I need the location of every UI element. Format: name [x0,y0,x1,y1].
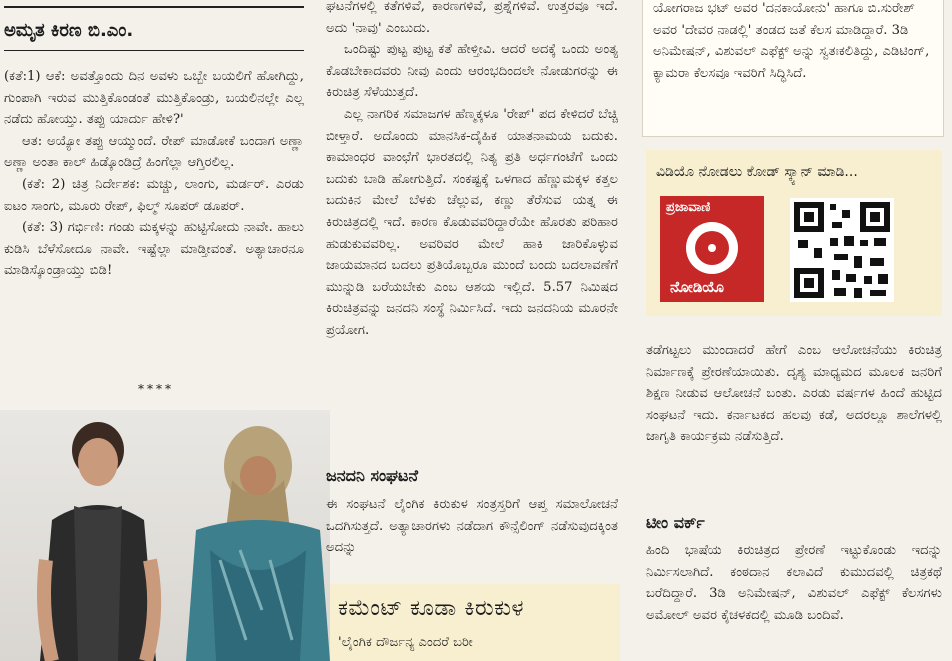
prajavani-logo [660,196,764,302]
story-2-paragraph: (ಕತೆ: 2) ಚಿತ್ರ ನಿರ್ದೇಶಕ: ಮಚ್ಚು, ಲಾಂಗು, ಮರ್ಡರ್. ಎರಡು ಐಟಂ ಸಾಂಗು, ಮೂರು ರೇಪ್, ಫಿಲ್ಮ್ ಸೂಪರ್ ಡೂಪರ್. [4,176,304,214]
right-paragraph-1: ತಡೆಗಟ್ಟಲು ಮುಂದಾದರೆ ಹೇಗೆ ಎಂಬ ಆಲೋಚನೆಯು ಕಿರುಚಿತ್ರ ನಿರ್ಮಾಣಕ್ಕೆ ಪ್ರೇರಣೆಯಾಯಿತು. ದೃಶ್ಯ ಮಾಧ್ಯಮದ ಮೂಲಕ ಜನರಿಗೆ ಶಿಕ್ಷಣ ನೀಡುವ ಆಲೋಚನೆ ಬಂತು. ಎರಡು ವರ್ಷಗಳ ಹಿಂದೆ ಹುಟ್ಟಿದ ಸಂಘಟನೆ ಇದು. ಕರ್ನಾಟಕದ ಹಲವು ಕಡೆ, ಅದರಲ್ಲೂ ಶಾಲೆಗಳಲ್ಲಿ ಜಾಗೃತಿ ಕಾರ್ಯಕ್ರಮ ನಡೆಸುತ್ತಿದೆ. [646,343,942,445]
qr-code[interactable] [790,198,894,302]
credits-box [642,0,944,137]
byline-rule [4,50,304,51]
left-text [4,66,304,282]
credits-text: ಯೋಗರಾಜ ಭಟ್ ಅವರ 'ದನಕಾಯೋನು' ಹಾಗೂ ಬಿ.ಸುರೇಶ್ ಅವರ 'ದೇವರ ನಾಡಲ್ಲಿ' ತಂಡದ ಜತೆ ಕೆಲಸ ಮಾಡಿದ್ದಾರೆ. 3ಡಿ ಅನಿಮೇಷನ್, ವಿಶುವಲ್ ಎಫೆಕ್ಟ್ ಅನ್ನು ಸ್ವತಃಕಲಿತಿದ್ದು, ಎಡಿಟಿಂಗ್, ಕ್ಯಾಮರಾ ಕೆಲಸವೂ ಇವರಿಗೆ ಸಿದ್ಧಿಸಿದೆ. [653,1,930,81]
teamwork-paragraph: ಹಿಂದಿ ಭಾಷೆಯ ಕಿರುಚಿತ್ರದ ಪ್ರೇರಣೆ ಇಟ್ಟುಕೊಂಡು ಇದನ್ನು ನಿರ್ಮಿಸಲಾಗಿದೆ. ಕಂಠದಾನ ಕಲಾವಿದೆ ಕುಮುದವಲ್ಲಿ ಚಿತ್ರಕಥೆ ಬರೆದಿದ್ದಾರೆ. 3ಡಿ ಅನಿಮೇಷನ್, ವಿಶುವಲ್ ಎಫೆಕ್ಟ್ ಕೆಲಸಗಳು ಅಮೋಲ್ ಅವರ ಕೈಚಳಕದಲ್ಲಿ ಮೂಡಿ ಬಂದಿವೆ. [646,543,942,623]
right-text [646,340,942,448]
section-heading-teamwork: ಟೀಂ ವರ್ಕ್ [646,513,705,532]
callout-title: ಕಮೆಂಟ್ ಕೂಡಾ ಕಿರುಕುಳ [338,596,524,621]
video-promo-box [646,150,942,316]
byline: ಅಮೃತ ಕಿರಣ ಬಿ.ಎಂ. [4,20,134,41]
actors-photo [0,410,330,661]
story-1-paragraph: (ಕತೆ:1) ಆಕೆ: ಅವತ್ತೊಂದು ದಿನ ಅವಳು ಒಬ್ಬೇ ಬಯಲಿಗೆ ಹೋಗಿದ್ದು, ಗುಂಪಾಗಿ ಇರುವ ಮುತ್ತಿಕೊಂಡಂತೆ ಮುತ್ತಿಕೊಂಡ್ರು, ಬಯಲಿನಲ್ಲೇ ಎಲ್ಲ ನಡೆದು ಹೋಯ್ತು. ತಪ್ಪು ಯಾರ್ದು ಹೇಳಿ?' [4,69,304,128]
middle-text [326,0,618,342]
right-column [632,0,952,661]
story-1-reply-paragraph: ಆತ: ಅಯ್ಯೋ ತಪ್ಪು ಆಯ್ಮುಂದೆ. ರೇಪ್ ಮಾಡೋಕೆ ಬಂದಾಗ ಅಣ್ಣಾ ಅಣ್ಣಾ ಅಂತಾ ಕಾಲ್ ಹಿಡ್ಕೊಂಡಿದ್ರೆ ಹಿಂಗೆಲ್ಲಾ ಆಗ್ತಿರಲಿಲ್ಲ. [4,133,304,171]
top-rule [4,6,304,8]
story-intro-paragraph: ಒಂದಿಷ್ಟು ಪುಟ್ಟ ಪುಟ್ಟ ಕತೆ ಹೇಳ್ತೀವಿ. ಆದರೆ ಅದಕ್ಕೆ ಒಂದು ಅಂತ್ಯ ಕೊಡಬೇಕಾದವರು ನೀವು ಎಂದು ಆರಂಭದಿಂದಲೇ ನೋಡುಗರನ್ನು ಈ ಕಿರುಚಿತ್ರ ಸೆಳೆಯುತ್ತದೆ. [326,42,618,101]
actors-illustration [0,410,330,661]
janadani-text [326,494,618,559]
logo-top-text: ಪ್ರಜಾವಾಣಿ [666,200,711,215]
janadani-paragraph: ಈ ಸಂಘಟನೆ ಲೈಂಗಿಕ ಕಿರುಕುಳ ಸಂತ್ರಸ್ತರಿಗೆ ಆಪ್ತ ಸಮಾಲೋಚನೆ ಒದಗಿಸುತ್ತದೆ. ಅತ್ಯಾಚಾರಗಳು ನಡೆದಾಗ ಕೌನ್ಸೆಲಿಂಗ್ ನಡೆಸುವುದಕ್ಕಿಂತ ಅದನ್ನು [326,497,618,556]
middle-column [322,0,622,661]
logo-bottom-text: ನೋಡಿಯೊ [670,278,724,296]
left-column [0,0,312,661]
promo-heading: ವಿಡಿಯೊ ನೋಡಲು ಕೋಡ್ ಸ್ಕ್ಯಾನ್ ಮಾಡಿ... [656,164,858,180]
intro-paragraph: ಘಟನೆಗಳಲ್ಲಿ ಕತೆಗಳಿವೆ, ಕಾರಣಗಳಿವೆ, ಪ್ರಶ್ನೆಗಳಿವೆ. ಉತ್ತರವೂ ಇದೆ. ಅದು 'ನಾವು' ಎಂಬುದು. [326,0,618,36]
section-separator: **** [138,382,174,396]
callout-text: 'ಲೈಂಗಿಕ ದೌರ್ಜನ್ಯ ಎಂದರೆ ಬರೀ [338,635,473,650]
teamwork-text [646,540,942,626]
callout-box [330,584,620,661]
story-3-paragraph: (ಕತೆ: 3) ಗರ್ಭಿಣಿ: ಗಂಡು ಮಕ್ಕಳನ್ನು ಹುಟ್ಟಿಸೋದು ನಾವೇ. ಹಾಲು ಕುಡಿಸಿ ಬೆಳೆಸೋದೂ ನಾವೇ. ಇಷ್ಟೆಲ್ಲಾ ಮಾಡ್ತೀವಂತೆ. ಅತ್ಯಾಚಾರನೂ ಮಾಡಿಸ್ಕೊಂಡ್ರಾಯ್ತು ಬಿಡಿ! [4,220,304,279]
film-reel-icon [686,222,738,274]
section-heading-janadani: ಜನದನಿ ಸಂಘಟನೆ [326,466,419,485]
rape-context-paragraph: ಎಲ್ಲ ನಾಗರಿಕ ಸಮಾಜಗಳ ಹೆಣ್ಮಕ್ಕಳೂ 'ರೇಪ್' ಪದ ಕೇಳಿದರೆ ಬೆಚ್ಚಿ ಬೀಳ್ತಾರೆ. ಅದೊಂದು ಮಾನಸಿಕ-ದೈಹಿಕ ಯಾತನಾಮಯ ಬದುಕು. ಕಾಮಾಂಧರ ವಾಂಛೆಗೆ ಭಾರತದಲ್ಲಿ ನಿತ್ಯ ಪ್ರತಿ ಅರ್ಧಗಂಟೆಗೆ ಒಂದು ಬದುಕು ಬಾಡಿ ಹೋಗುತ್ತಿದೆ. ಸಂಕಷ್ಟಕ್ಕೆ ಒಳಗಾದ ಹೆಣ್ಣುಮಕ್ಕಳ ಕತ್ತಲ ಬದುಕಿನ ಮೇಲೆ ಬೆಳಕು ಚೆಲ್ಲುವ, ಕಣ್ಣು ತೆರೆಸುವ ಯತ್ನ ಈ ಕಿರುಚಿತ್ರದಲ್ಲಿ ಇದೆ. ಕಾರಣ ಕೊಡುವವರಿದ್ದಾರೆಯೇ ಹೊರತು ಪರಿಹಾರ ಹುಡುಕುವವರಿಲ್ಲ. ಅವರಿವರ ಮೇಲೆ ಹಾಕಿ ಜಾರಿಕೊಳ್ಳುವ ಜಾಯಮಾನದ ಬದಲು ಪ್ರತಿಯೊಬ್ಬರೂ ಮುಂದೆ ಬಂದು ಬದಲಾವಣೆಗೆ ಮುನ್ನುಡಿ ಬರೆಯಬೇಕು ಎಂಬ ಆಶಯ ಇಲ್ಲಿದೆ. 5.57 ನಿಮಿಷದ ಕಿರುಚಿತ್ರವನ್ನು ಜನದನಿ ಸಂಸ್ಥೆ ನಿರ್ಮಿಸಿದೆ. ಇದು ಜನದನಿಯ ಮೂರನೇ ಪ್ರಯೋಗ. [326,106,618,338]
